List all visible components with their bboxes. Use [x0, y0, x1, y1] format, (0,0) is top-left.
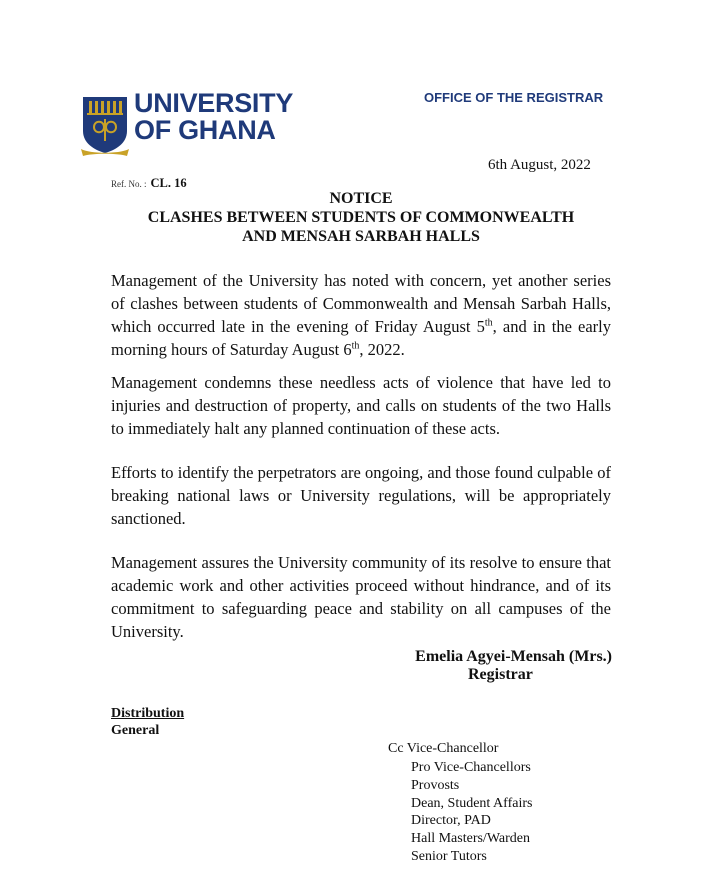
logo-line-2: OF GHANA — [134, 115, 276, 145]
p1-before: Management of the University has noted with concern, yet another series of clashes between students of Commonwealth and Mensah Sarbah Halls, which occurred late in the evening of Friday August 5 — [111, 271, 611, 336]
ref-label: Ref. No. : — [111, 179, 147, 189]
distribution-heading: Distribution — [111, 706, 185, 721]
cc-item: Senior Tutors — [411, 848, 487, 864]
cc-first-recipient: Cc Vice-Chancellor — [388, 741, 499, 756]
subject-line-1: CLASHES BETWEEN STUDENTS OF COMMONWEALTH — [147, 209, 575, 226]
subject-line-2: AND MENSAH SARBAH HALLS — [242, 228, 480, 245]
office-title: OFFICE OF THE REGISTRAR — [424, 90, 604, 105]
distribution-group: General — [111, 723, 160, 738]
p1-middle: , and in the early morning hours of Saturday August 6 — [111, 317, 612, 359]
cc-item: Dean, Student Affairs — [411, 795, 533, 811]
cc-list — [411, 759, 532, 866]
p1-after: , 2022. — [359, 340, 405, 359]
notice-heading: NOTICE — [329, 190, 393, 207]
cc-item: Hall Masters/Warden — [411, 831, 530, 847]
paragraph-3: Efforts to identify the perpetrators are ongoing, and those found culpable of breaking national laws or University regulations, will be appropriately sanctioned. — [111, 463, 611, 528]
logo-line-1: UNIVERSITY — [134, 88, 294, 118]
p1-sup-1: th — [484, 317, 493, 329]
university-logo-text — [134, 90, 293, 144]
notice-date: 6th August, 2022 — [488, 157, 591, 173]
university-crest-icon — [80, 95, 130, 157]
signatory-title: Registrar — [468, 666, 533, 683]
notice-titles — [111, 189, 611, 246]
signatory-name: Emelia Agyei-Mensah (Mrs.) — [415, 648, 612, 665]
paragraph-4: Management assures the University community of its resolve to ensure that academic work and other activities proceed without hindrance, and of its commitment to safeguarding peace and stability on all campuses of the University. — [111, 553, 611, 641]
paragraph-1 — [111, 269, 611, 361]
paragraph-2: Management condemns these needless acts of violence that have led to injuries and destruction of property, and calls on students of the two Halls to immediately halt any planned continuation of these acts. — [111, 373, 611, 438]
cc-item: Provosts — [411, 777, 460, 793]
p1-sup-2: th — [351, 340, 360, 352]
cc-item: Pro Vice-Chancellors — [411, 760, 531, 775]
ref-value: CL. 16 — [150, 176, 187, 190]
cc-item: Director, PAD — [411, 813, 491, 829]
